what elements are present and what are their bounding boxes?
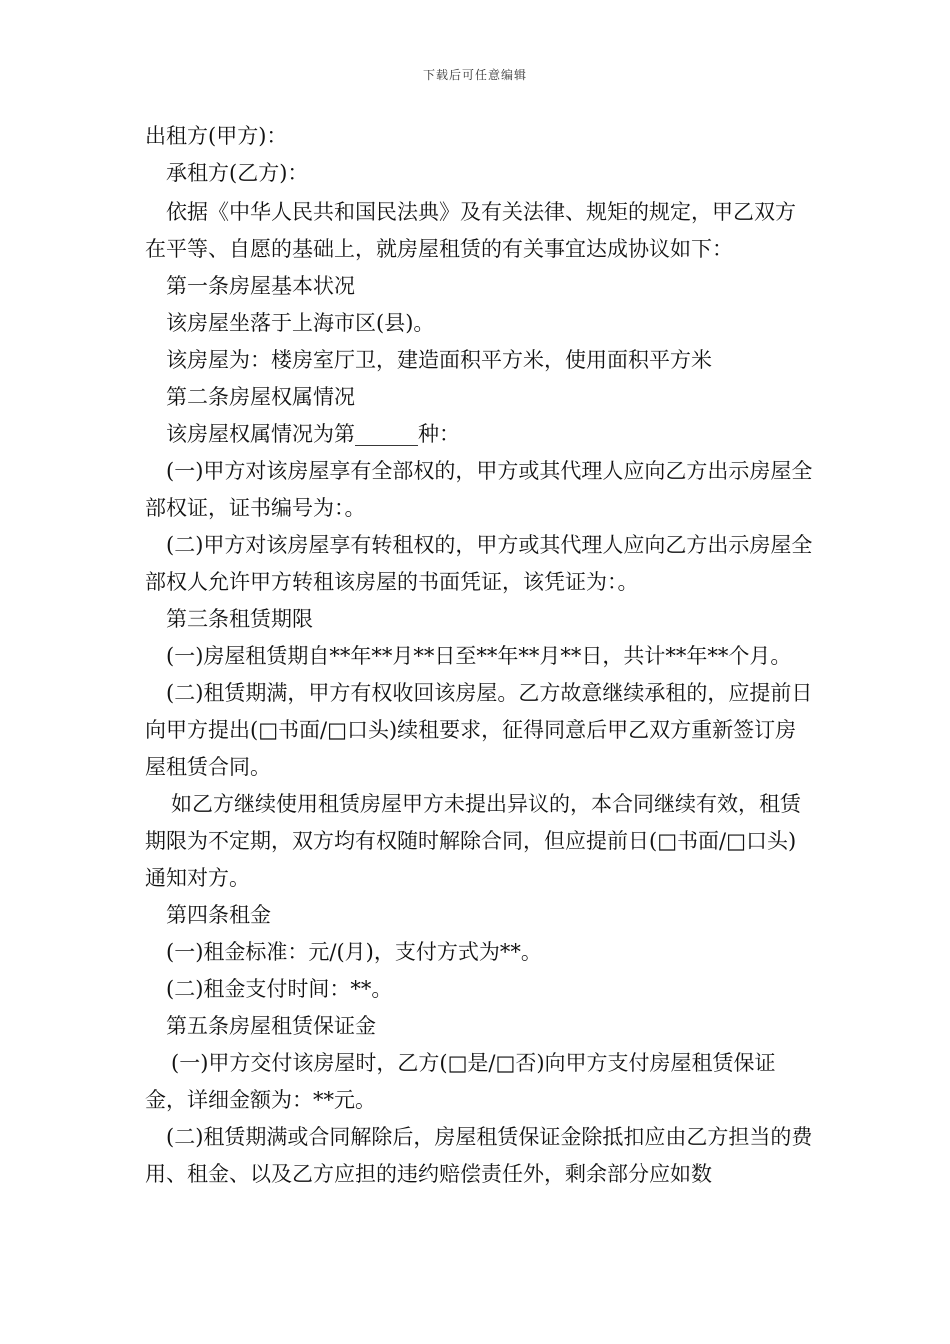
article-3-heading: 第三条租赁期限 [166,607,313,631]
article-3-clause-2: (二)租赁期满，甲方有权收回该房屋。乙方故意继续承租的，应提前日向甲方提出(□书面/□口头)续租要求，征得同意后甲乙双方重新签订房屋租赁合同。 [145,681,813,779]
article-2-clause-1: (一)甲方对该房屋享有全部权的，甲方或其代理人应向乙方出示房屋全部权证，证书编号为：。 [145,459,813,520]
article-5-clause-2: (二)租赁期满或合同解除后，房屋租赁保证金除抵扣应由乙方担当的费用、租金、以及乙方应担的违约赔偿责任外，剩余部分应如数 [145,1125,813,1186]
article-2-ownership-type: 该房屋权属情况为第______种： [166,422,460,446]
article-1-location: 该房屋坐落于上海市区(县)。 [166,311,435,335]
contract-body [145,118,815,1193]
preamble-paragraph: 依据《中华人民共和国民法典》及有关法律、规矩的规定，甲乙双方在平等、自愿的基础上，就房屋租赁的有关事宜达成协议如下： [145,200,796,261]
article-3-continuation: 如乙方继续使用租赁房屋甲方未提出异议的，本合同继续有效，租赁期限为不定期，双方均有权随时解除合同，但应提前日(□书面/□口头)通知对方。 [145,792,801,890]
article-4-clause-1: (一)租金标准：元/(月)，支付方式为**。 [166,940,542,964]
party-b-line: 承租方(乙方)： [166,161,309,185]
article-5-clause-1: (一)甲方交付该房屋时，乙方(□是/□否)向甲方支付房屋租赁保证金，详细金额为：**元。 [145,1051,776,1112]
header-note: 下载后可任意编辑 [422,68,527,82]
article-3-clause-1: (一)房屋租赁期自**年**月**日至**年**月**日，共计**年**个月。 [166,644,792,668]
article-1-area: 该房屋为：楼房室厅卫，建造面积平方米，使用面积平方米 [166,348,712,372]
article-4-clause-2: (二)租金支付时间：**。 [166,977,393,1001]
article-4-heading: 第四条租金 [166,903,271,927]
party-a-line: 出租方(甲方)： [145,124,288,148]
article-1-heading: 第一条房屋基本状况 [166,274,355,298]
article-2-heading: 第二条房屋权属情况 [166,385,355,409]
article-2-clause-2: (二)甲方对该房屋享有转租权的，甲方或其代理人应向乙方出示房屋全部权人允许甲方转租该房屋的书面凭证，该凭证为：。 [145,533,813,594]
article-5-heading: 第五条房屋租赁保证金 [166,1014,376,1038]
